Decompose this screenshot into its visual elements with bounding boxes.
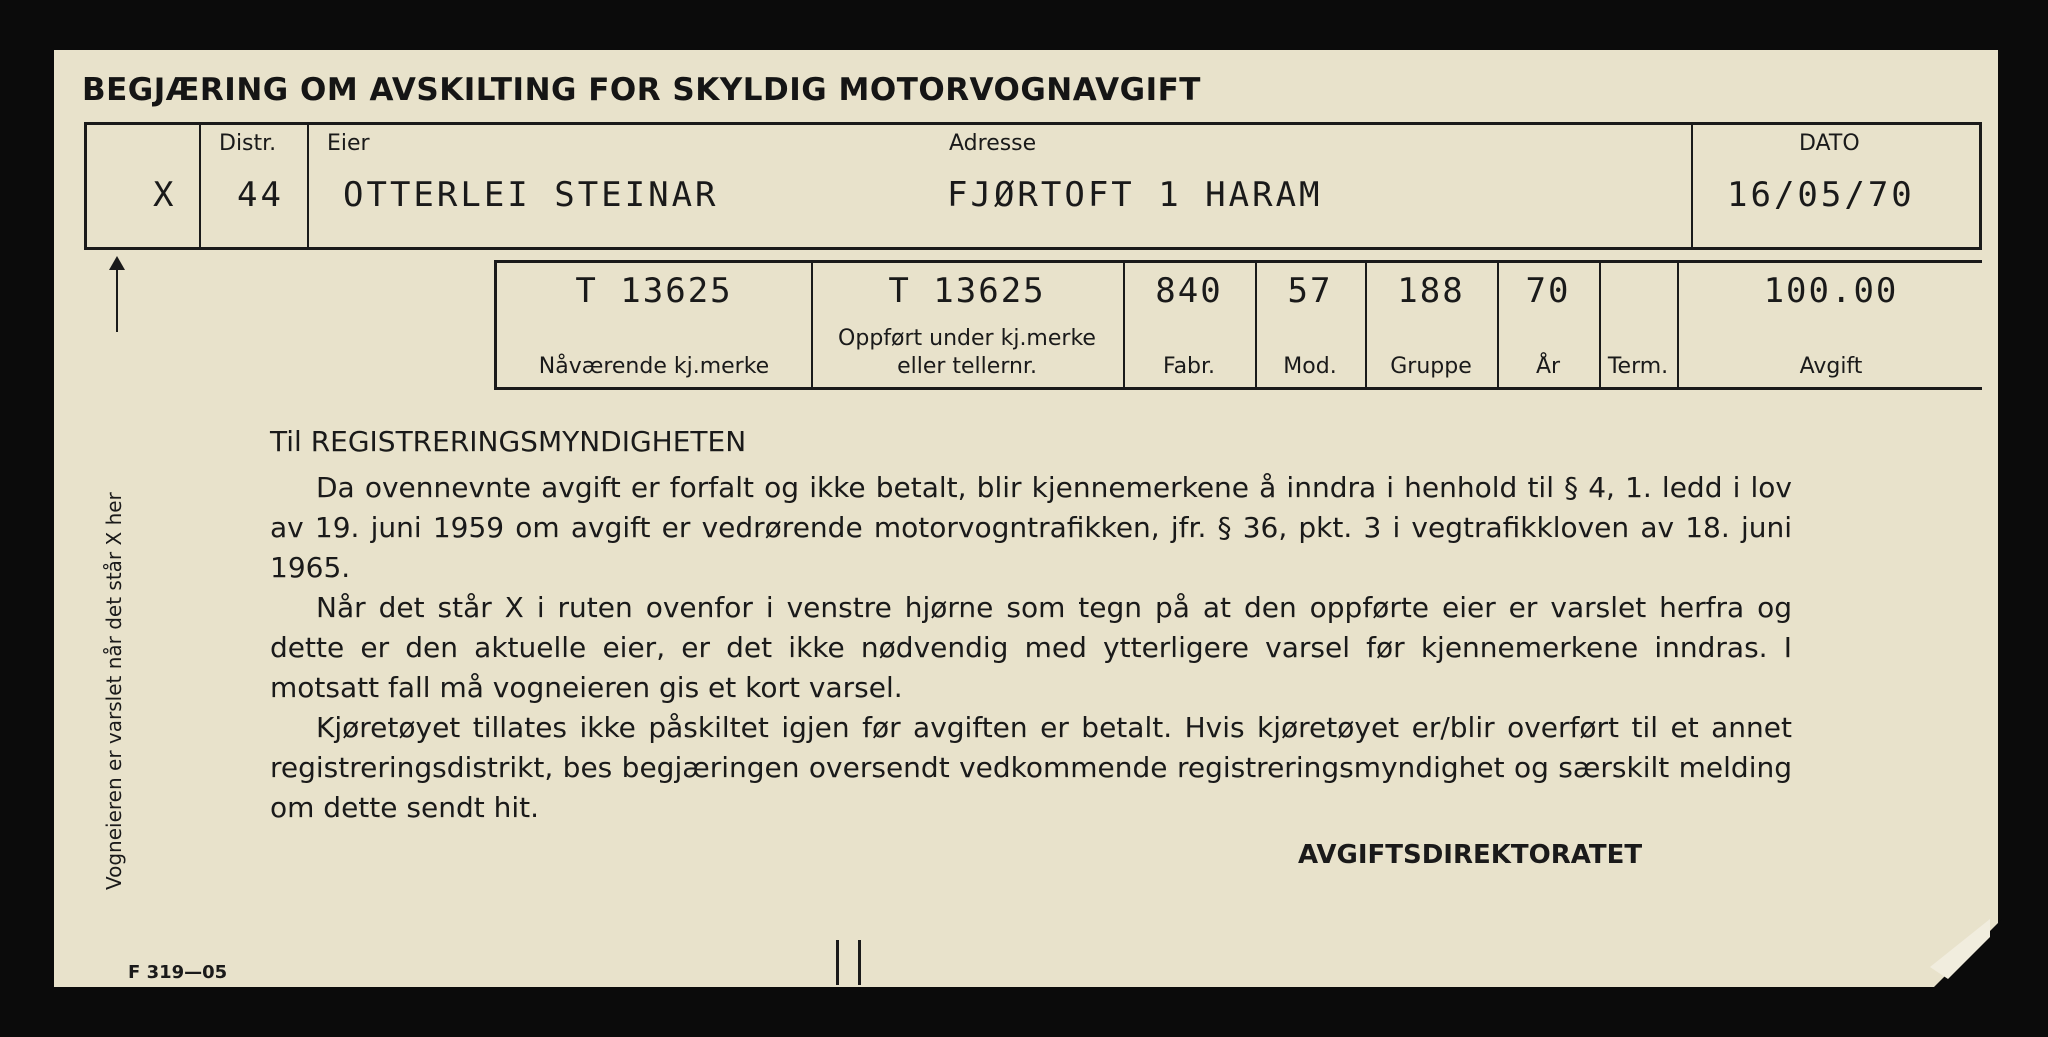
paragraph-3: Kjøretøyet tillates ikke påskiltet igjen før avgiften er betalt. Hvis kjøretøyet er/blir overført til et annet registreringsdistrikt, bes begjæringen oversendt vedkommende registreringsmyndighet og særskilt melding om dette sendt hit. [270,711,1792,824]
term-label: Term. [1607,354,1669,379]
notified-x-mark: X [153,175,177,215]
avgift-label: Avgift [1799,354,1863,379]
gruppe-value: 188 [1397,271,1465,311]
body-heading: Til REGISTRERINGSMYNDIGHETEN [270,425,747,458]
distr-label: Distr. [219,131,277,156]
form-title: BEGJÆRING OM AVSKILTING FOR SKYLDIG MOTORVOGNAVGIFT [82,72,1201,108]
side-note: Vogneieren er varslet når det står X her [102,492,126,890]
form-paper [54,50,1998,987]
form-number: F 319—05 [128,962,228,983]
eier-value: OTTERLEI STEINAR [343,175,719,215]
gruppe-label: Gruppe [1390,354,1472,379]
avgift-value: 100.00 [1763,271,1899,311]
dato-value: 16/05/70 [1727,175,1915,215]
navarende-kjmerke-label: Nåværende kj.merke [538,354,770,379]
adresse-value: FJØRTOFT 1 HARAM [947,175,1323,215]
vehicle-row [494,260,1982,390]
distr-value: 44 [237,175,284,215]
signature: AVGIFTSDIREKTORATET [1298,840,1643,870]
dato-label: DATO [1799,131,1860,156]
mod-label: Mod. [1283,354,1337,379]
oppfort-kjmerke-value: T 13625 [888,271,1046,311]
fabr-label: Fabr. [1162,354,1216,379]
paragraph-2: Når det står X i ruten ovenfor i venstre hjørne som tegn på at den oppførte eier er varslet herfra og dette er den aktuelle eier, er det ikke nødvendig med ytterligere varsel før kjennemerkene inndras. I motsatt fall må vogneieren gis et kort varsel. [270,591,1792,704]
owner-row [84,122,1982,250]
ar-label: År [1535,354,1561,379]
adresse-label: Adresse [949,131,1037,156]
fabr-value: 840 [1155,271,1223,311]
oppfort-kjmerke-label: Oppført under kj.merke eller tellernr. [838,326,1096,379]
mod-value: 57 [1287,271,1333,311]
ar-value: 70 [1525,271,1571,311]
navarende-kjmerke-value: T 13625 [575,271,733,311]
paragraph-1: Da ovennevnte avgift er forfalt og ikke betalt, blir kjennemerkene å inndra i henhold til § 4, 1. ledd i lov av 19. juni 1959 om avgift er vedrørende motorvogntrafikken, jfr. § 36, pkt. 3 i vegtrafikkloven av 18. juni 1965. [270,471,1792,584]
eier-label: Eier [327,131,370,156]
perforation-marks [836,940,866,985]
instructions-body [270,422,1792,828]
